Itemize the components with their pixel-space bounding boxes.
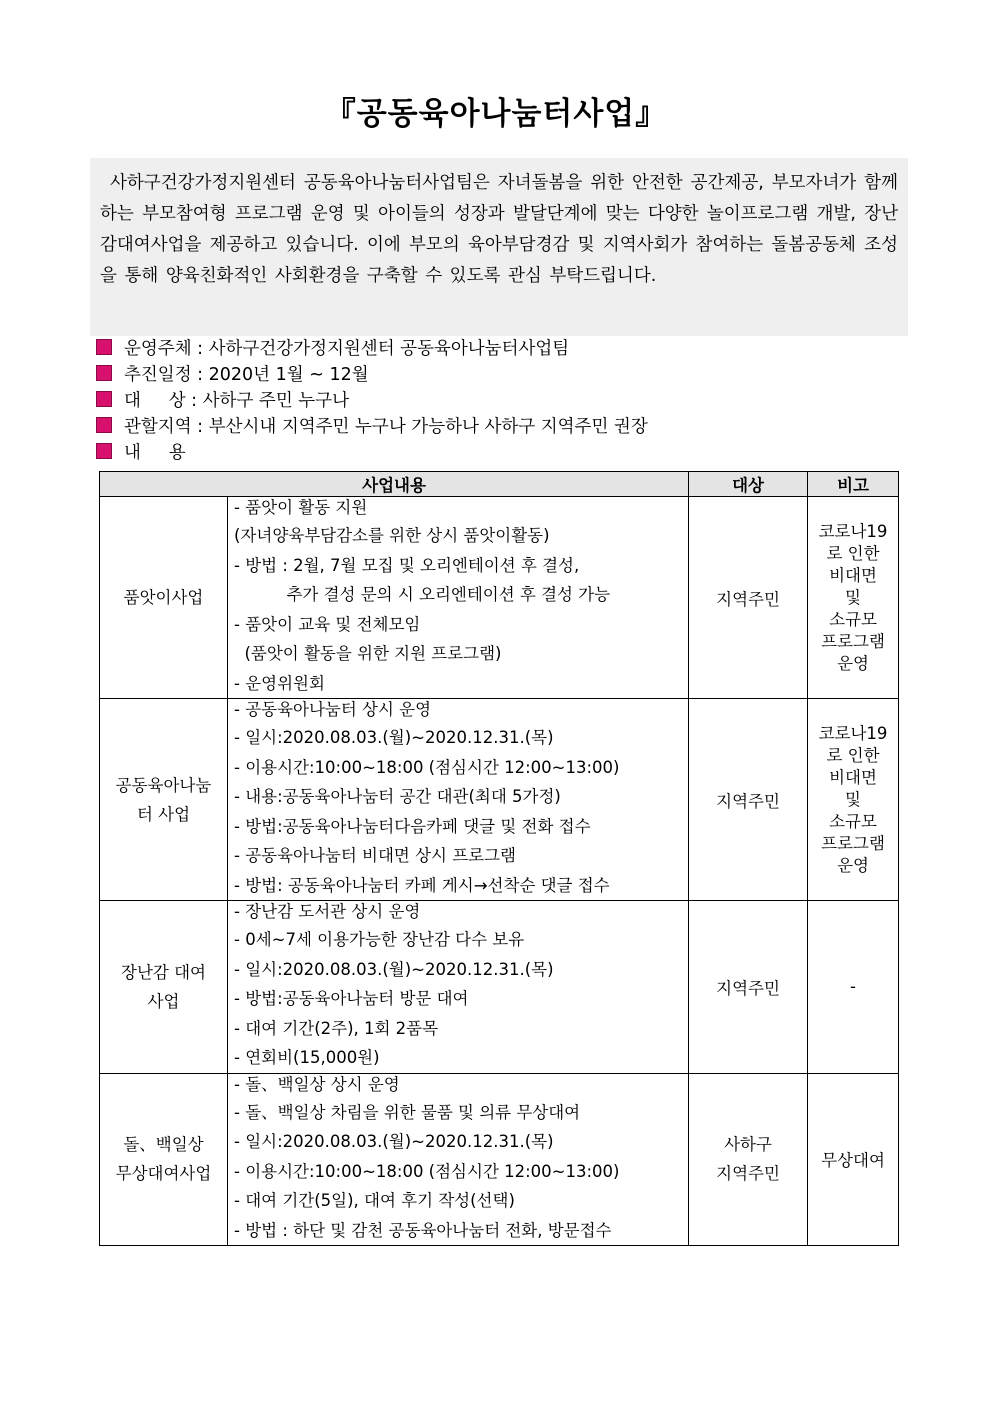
content-line: 추가 결성 문의 시 오리엔테이션 후 결성 가능 [234, 585, 611, 604]
target-line: 지역주민 [716, 791, 780, 811]
category-line: 사업 [147, 991, 180, 1011]
info-item-content [96, 438, 916, 464]
note-line: 프로그램 [821, 631, 885, 651]
info-item-label: 대 상 : 사하구 주민 누구나 [124, 390, 350, 411]
target-cell [689, 699, 808, 901]
note-line: 및 [845, 789, 861, 809]
info-item-label: 추진일정 : 2020년 1월 ~ 12월 [124, 364, 369, 385]
info-item-organizer [96, 334, 916, 360]
note-line: 프로그램 [821, 833, 885, 853]
info-item-target [96, 386, 916, 412]
target-cell [689, 901, 808, 1074]
content-line: - 연회비(15,000원) [234, 1048, 380, 1067]
content-line: - 방법: 공동육아나눔터 카페 게시→선착순 댓글 접수 [234, 875, 610, 895]
category-line: 공동육아나눔 [115, 775, 212, 795]
content-line: - 이용시간:10:00~18:00 (점심시간 12:00~13:00) [234, 757, 620, 777]
note-line: 코로나19 [818, 521, 888, 541]
pink-square-icon [96, 443, 112, 459]
content-line: - 운영위원회 [234, 673, 325, 693]
table-row [100, 699, 899, 901]
table-header-row [100, 472, 899, 497]
content-line: - 방법:공동육아나눔터 방문 대여 [234, 989, 469, 1008]
content-line: - 대여 기간(2주), 1회 2품목 [234, 1018, 439, 1038]
note-cell [808, 699, 899, 901]
content-cell [228, 699, 689, 901]
category-line: 돌、백일상 [123, 1135, 204, 1155]
table-row [100, 1073, 899, 1246]
pink-square-icon [96, 365, 112, 381]
target-line: 지역주민 [716, 978, 780, 998]
header-content: 사업내용 [100, 472, 689, 497]
target-cell [689, 497, 808, 699]
content-line: - 방법 : 하단 및 감천 공동육아나눔터 전화, 방문접수 [234, 1220, 612, 1240]
info-item-region [96, 412, 916, 438]
note-line: 및 [845, 587, 861, 607]
note-line: 로 인한 [826, 745, 880, 765]
header-note: 비고 [808, 472, 899, 497]
category-line: 터 사업 [136, 804, 191, 824]
pink-square-icon [96, 417, 112, 433]
category-cell [100, 1073, 228, 1246]
content-line: - 방법 : 2월, 7월 모집 및 오리엔테이션 후 결성, [234, 555, 580, 575]
category-cell [100, 901, 228, 1074]
pink-square-icon [96, 391, 112, 407]
info-item-label: 관할지역 : 부산시내 지역주민 누구나 가능하나 사하구 지역주민 권장 [124, 416, 648, 437]
intro-paragraph: 사하구건강가정지원센터 공동육아나눔터사업팀은 자녀돌봄을 위한 안전한 공간제공, 부모자녀가 함께하는 부모참여형 프로그램 운영 및 아이들의 성장과 발달단계에 맞는 다양한 놀이프로그램 개발, 장난감대여사업을 제공하고 있습니다. 이에 부모의 육아부담경감 및 지역사회가 참여하는 돌봄공동체 조성을 통해 양육친화적인 사회환경을 구축할 수 있도록 관심 부탁드립니다. [90, 158, 908, 336]
note-cell [808, 1073, 899, 1246]
content-line: - 0세~7세 이용가능한 장난감 다수 보유 [234, 930, 525, 949]
note-cell [808, 901, 899, 1074]
note-line: 비대면 [829, 565, 877, 585]
header-target: 대상 [689, 472, 808, 497]
note-line: 소규모 [829, 609, 877, 629]
table-row [100, 901, 899, 1074]
content-line: - 공동육아나눔터 상시 운영 [234, 700, 432, 719]
note-cell [808, 497, 899, 699]
note-line: - [850, 977, 856, 997]
content-line: - 내용:공동육아나눔터 공간 대관(최대 5가정) [234, 787, 561, 806]
content-line: - 방법:공동육아나눔터다음카페 댓글 및 전화 접수 [234, 816, 591, 836]
program-table [99, 471, 899, 1246]
content-line: (자녀양육부담감소를 위한 상시 품앗이활동) [234, 526, 550, 545]
target-line: 사하구 [724, 1135, 772, 1155]
content-line: - 장난감 도서관 상시 운영 [234, 902, 421, 921]
note-line: 비대면 [829, 767, 877, 787]
note-line: 무상대여 [821, 1151, 885, 1171]
content-line: - 일시:2020.08.03.(월)~2020.12.31.(목) [234, 959, 554, 979]
note-line: 로 인한 [826, 543, 880, 563]
info-item-schedule [96, 360, 916, 386]
content-line: - 이용시간:10:00~18:00 (점심시간 12:00~13:00) [234, 1161, 620, 1181]
target-cell [689, 1073, 808, 1246]
content-cell [228, 497, 689, 699]
content-line: - 품앗이 활동 지원 [234, 498, 368, 517]
note-line: 코로나19 [818, 723, 888, 743]
content-cell [228, 901, 689, 1074]
target-line: 지역주민 [716, 589, 780, 609]
category-cell [100, 699, 228, 901]
pink-square-icon [96, 339, 112, 355]
note-line: 운영 [837, 653, 869, 673]
content-line: - 대여 기간(5일), 대여 후기 작성(선택) [234, 1191, 515, 1210]
note-line: 소규모 [829, 811, 877, 831]
target-line: 지역주민 [716, 1164, 780, 1184]
content-line: - 일시:2020.08.03.(월)~2020.12.31.(목) [234, 1132, 554, 1151]
content-line: - 돌、백일상 상시 운영 [234, 1074, 400, 1094]
category-line: 무상대여사업 [115, 1164, 212, 1184]
content-line: - 품앗이 교육 및 전체모임 [234, 614, 421, 634]
table-row [100, 497, 899, 699]
content-line: - 일시:2020.08.03.(월)~2020.12.31.(목) [234, 728, 554, 747]
category-cell [100, 497, 228, 699]
note-line: 운영 [837, 855, 869, 875]
content-line: (품앗이 활동을 위한 지원 프로그램) [234, 644, 502, 663]
category-line: 장난감 대여 [121, 962, 206, 982]
info-list [96, 334, 916, 464]
content-line: - 공동육아나눔터 비대면 상시 프로그램 [234, 846, 516, 865]
info-item-label: 운영주체 : 사하구건강가정지원센터 공동육아나눔터사업팀 [124, 338, 570, 359]
content-cell [228, 1073, 689, 1246]
page-title: 『공동육아나눔터사업』 [324, 96, 668, 132]
info-item-label: 내 용 [124, 442, 186, 463]
category-line: 품앗이사업 [123, 588, 204, 607]
content-line: - 돌、백일상 차림을 위한 물품 및 의류 무상대여 [234, 1102, 581, 1122]
